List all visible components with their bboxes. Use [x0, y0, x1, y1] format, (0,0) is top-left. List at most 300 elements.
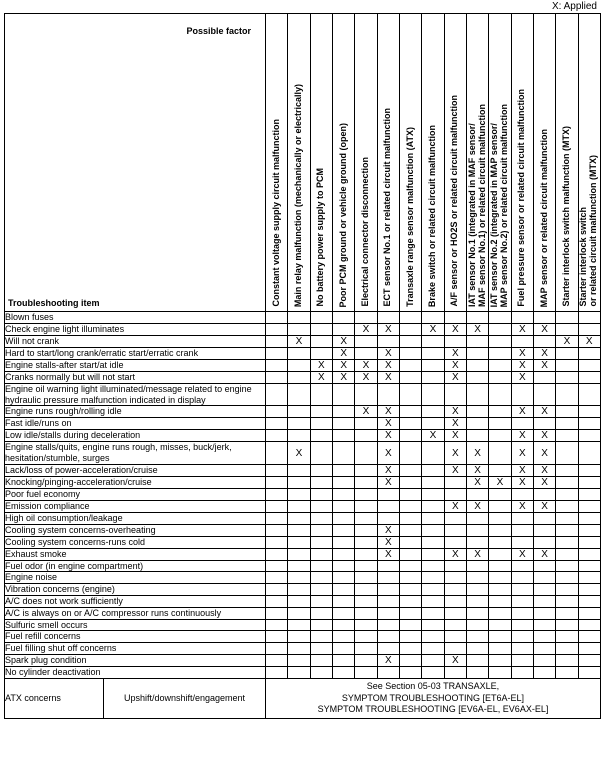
factor-cell: [466, 430, 488, 442]
factor-cell: [533, 607, 555, 619]
table-row: [5, 359, 601, 371]
factor-cell: [422, 476, 444, 488]
atx-subitem: Upshift/downshift/engagement: [104, 678, 266, 718]
factor-cell: X: [466, 548, 488, 560]
table-row: [5, 595, 601, 607]
factor-cell: [466, 631, 488, 643]
factor-label: Fuel pressure sensor or related circuit malfunction: [516, 89, 527, 307]
factor-cell: [288, 631, 310, 643]
factor-cell: [556, 476, 578, 488]
factor-cell: [533, 418, 555, 430]
factor-cell: [578, 488, 600, 500]
factor-cell: [355, 335, 377, 347]
factor-cell: [288, 430, 310, 442]
factor-cell: [466, 406, 488, 418]
factor-cell: [377, 666, 399, 678]
factor-cell: [288, 584, 310, 596]
factor-cell: [444, 595, 466, 607]
factor-cell: [399, 619, 421, 631]
factor-cell: X: [511, 359, 533, 371]
factor-cell: [466, 524, 488, 536]
troubleshooting-item: Engine runs rough/rolling idle: [5, 406, 266, 418]
factor-cell: [466, 512, 488, 524]
factor-cell: [355, 512, 377, 524]
table-row: [5, 536, 601, 548]
factor-cell: [266, 464, 288, 476]
factor-cell: [288, 654, 310, 666]
factor-cell: [511, 335, 533, 347]
factor-cell: X: [444, 418, 466, 430]
troubleshooting-item: Hard to start/long crank/erratic start/erratic crank: [5, 347, 266, 359]
factor-cell: [556, 572, 578, 584]
factor-cell: [444, 536, 466, 548]
factor-cell: [489, 560, 511, 572]
factor-cell: [288, 512, 310, 524]
factor-cell: [310, 536, 332, 548]
factor-cell: [556, 347, 578, 359]
factor-cell: [578, 359, 600, 371]
factor-cell: [422, 418, 444, 430]
factor-label: Electrical connector disconnection: [360, 157, 371, 307]
factor-cell: [556, 536, 578, 548]
factor-cell: X: [578, 335, 600, 347]
factor-cell: [422, 335, 444, 347]
factor-cell: [332, 430, 354, 442]
factor-cell: [556, 488, 578, 500]
factor-cell: X: [377, 442, 399, 465]
factor-cell: [489, 595, 511, 607]
factor-cell: [266, 607, 288, 619]
factor-cell: [355, 476, 377, 488]
factor-cell: [511, 383, 533, 406]
factor-cell: [399, 607, 421, 619]
factor-cell: X: [511, 347, 533, 359]
factor-cell: [578, 347, 600, 359]
factor-cell: [399, 536, 421, 548]
factor-cell: [310, 383, 332, 406]
factor-cell: [288, 418, 310, 430]
factor-cell: [578, 323, 600, 335]
factor-cell: [332, 442, 354, 465]
factor-cell: [466, 312, 488, 324]
factor-cell: [355, 430, 377, 442]
factor-cell: [310, 418, 332, 430]
factor-cell: [511, 631, 533, 643]
factor-cell: [444, 607, 466, 619]
factor-cell: [399, 631, 421, 643]
factor-cell: [556, 584, 578, 596]
factor-cell: [266, 323, 288, 335]
factor-cell: [377, 560, 399, 572]
factor-cell: X: [444, 347, 466, 359]
factor-cell: X: [533, 476, 555, 488]
factor-cell: [399, 595, 421, 607]
factor-cell: [556, 560, 578, 572]
factor-cell: [489, 548, 511, 560]
factor-cell: [355, 442, 377, 465]
factor-cell: [399, 512, 421, 524]
table-row: [5, 666, 601, 678]
factor-cell: X: [377, 430, 399, 442]
troubleshooting-item: Cranks normally but will not start: [5, 371, 266, 383]
factor-cell: [310, 323, 332, 335]
factor-cell: [288, 464, 310, 476]
troubleshooting-item: No cylinder deactivation: [5, 666, 266, 678]
factor-label: MAP sensor or related circuit malfunction: [538, 128, 549, 307]
factor-cell: [288, 595, 310, 607]
factor-cell: X: [332, 335, 354, 347]
factor-cell: X: [377, 347, 399, 359]
factor-cell: [310, 584, 332, 596]
factor-cell: [288, 383, 310, 406]
factor-cell: [266, 312, 288, 324]
factor-cell: [288, 572, 310, 584]
factor-cell: [355, 631, 377, 643]
factor-cell: [489, 584, 511, 596]
factor-cell: [399, 406, 421, 418]
troubleshooting-item: Will not crank: [5, 335, 266, 347]
factor-cell: [466, 654, 488, 666]
factor-cell: X: [466, 476, 488, 488]
factor-cell: [355, 666, 377, 678]
factor-cell: [332, 643, 354, 655]
factor-cell: [422, 631, 444, 643]
troubleshooting-item: Emission compliance: [5, 500, 266, 512]
factor-cell: [578, 418, 600, 430]
factor-cell: X: [377, 371, 399, 383]
factor-cell: [266, 666, 288, 678]
factor-cell: X: [444, 500, 466, 512]
factor-cell: [533, 335, 555, 347]
factor-cell: [266, 488, 288, 500]
factor-cell: X: [332, 359, 354, 371]
factor-label: ECT sensor No.1 or related circuit malfunction: [382, 108, 393, 307]
factor-cell: [355, 643, 377, 655]
factor-cell: [399, 572, 421, 584]
factor-cell: [556, 418, 578, 430]
factor-cell: [511, 643, 533, 655]
factor-cell: [556, 406, 578, 418]
factor-cell: X: [466, 464, 488, 476]
factor-cell: [266, 500, 288, 512]
factor-header: [489, 14, 511, 312]
factor-cell: [422, 536, 444, 548]
possible-factor-label: Possible factor: [186, 26, 251, 36]
factor-cell: [399, 371, 421, 383]
factor-cell: [578, 607, 600, 619]
factor-cell: [511, 488, 533, 500]
factor-header: [266, 14, 288, 312]
factor-cell: [310, 500, 332, 512]
factor-cell: [511, 619, 533, 631]
factor-cell: [466, 619, 488, 631]
factor-cell: [266, 418, 288, 430]
factor-cell: [422, 560, 444, 572]
factor-cell: X: [466, 323, 488, 335]
factor-cell: [578, 512, 600, 524]
factor-cell: [399, 383, 421, 406]
factor-cell: [422, 359, 444, 371]
factor-cell: [444, 560, 466, 572]
factor-cell: X: [377, 654, 399, 666]
factor-cell: [332, 548, 354, 560]
factor-cell: [466, 371, 488, 383]
factor-cell: [288, 619, 310, 631]
factor-cell: [355, 464, 377, 476]
factor-label: Starter interlock switch malfunction (MTX): [560, 126, 571, 307]
factor-cell: [377, 512, 399, 524]
factor-cell: [489, 335, 511, 347]
factor-cell: X: [377, 524, 399, 536]
factor-cell: [332, 323, 354, 335]
factor-header: [399, 14, 421, 312]
factor-cell: [533, 524, 555, 536]
factor-cell: [556, 430, 578, 442]
factor-cell: [578, 619, 600, 631]
factor-cell: [266, 584, 288, 596]
factor-cell: [422, 643, 444, 655]
factor-cell: [422, 607, 444, 619]
factor-cell: [310, 430, 332, 442]
factor-label: No battery power supply to PCM: [315, 168, 326, 307]
factor-cell: [377, 335, 399, 347]
table-row: [5, 371, 601, 383]
factor-cell: [489, 406, 511, 418]
factor-cell: [355, 584, 377, 596]
factor-cell: X: [288, 442, 310, 465]
factor-cell: [266, 524, 288, 536]
factor-cell: [556, 464, 578, 476]
factor-cell: [377, 500, 399, 512]
factor-cell: X: [377, 418, 399, 430]
factor-cell: X: [444, 430, 466, 442]
factor-cell: [399, 464, 421, 476]
factor-cell: [533, 595, 555, 607]
factor-cell: [377, 643, 399, 655]
factor-cell: [489, 312, 511, 324]
factor-cell: [332, 572, 354, 584]
factor-cell: [288, 406, 310, 418]
factor-cell: [399, 418, 421, 430]
factor-cell: [578, 548, 600, 560]
factor-cell: X: [511, 464, 533, 476]
factor-cell: [533, 619, 555, 631]
factor-cell: [444, 631, 466, 643]
factor-cell: X: [355, 371, 377, 383]
factor-cell: [556, 442, 578, 465]
factor-cell: [578, 654, 600, 666]
factor-cell: [466, 560, 488, 572]
factor-cell: [288, 607, 310, 619]
factor-cell: X: [377, 359, 399, 371]
factor-cell: [310, 512, 332, 524]
table-row: [5, 406, 601, 418]
atx-reference: [266, 678, 601, 718]
factor-cell: [489, 383, 511, 406]
factor-cell: [489, 464, 511, 476]
factor-cell: [511, 536, 533, 548]
factor-cell: [266, 406, 288, 418]
factor-cell: [466, 335, 488, 347]
factor-cell: [377, 631, 399, 643]
factor-cell: [444, 643, 466, 655]
factor-cell: [266, 560, 288, 572]
troubleshooting-item: Engine noise: [5, 572, 266, 584]
factor-cell: X: [511, 323, 533, 335]
factor-cell: X: [444, 323, 466, 335]
factor-cell: [310, 442, 332, 465]
factor-cell: X: [377, 464, 399, 476]
factor-cell: [489, 666, 511, 678]
factor-cell: [332, 406, 354, 418]
factor-cell: [399, 323, 421, 335]
factor-cell: [310, 654, 332, 666]
factor-cell: [355, 488, 377, 500]
factor-cell: [310, 476, 332, 488]
factor-cell: [288, 666, 310, 678]
table-row: [5, 335, 601, 347]
table-row: [5, 548, 601, 560]
factor-cell: X: [422, 323, 444, 335]
factor-cell: [332, 383, 354, 406]
factor-cell: [422, 584, 444, 596]
factor-cell: [489, 654, 511, 666]
table-row: [5, 347, 601, 359]
factor-cell: [578, 666, 600, 678]
factor-cell: [556, 500, 578, 512]
factor-cell: X: [511, 476, 533, 488]
table-row: [5, 476, 601, 488]
troubleshooting-matrix: [4, 13, 601, 719]
factor-header: [533, 14, 555, 312]
table-row: [5, 500, 601, 512]
factor-cell: [288, 560, 310, 572]
factor-cell: [332, 666, 354, 678]
factor-cell: [355, 536, 377, 548]
factor-cell: [399, 500, 421, 512]
table-row: [5, 607, 601, 619]
factor-cell: [533, 312, 555, 324]
factor-cell: [288, 359, 310, 371]
factor-cell: [511, 572, 533, 584]
factor-cell: [266, 347, 288, 359]
troubleshooting-item: Engine oil warning light illuminated/message related to engine hydraulic pressure malfunction indicated in display: [5, 383, 266, 406]
table-row: [5, 312, 601, 324]
factor-cell: [466, 643, 488, 655]
factor-cell: [288, 371, 310, 383]
factor-cell: [511, 595, 533, 607]
factor-header: [310, 14, 332, 312]
atx-row: [5, 678, 601, 718]
factor-cell: X: [511, 371, 533, 383]
factor-header: [511, 14, 533, 312]
factor-cell: [332, 584, 354, 596]
factor-cell: [377, 607, 399, 619]
factor-cell: [422, 524, 444, 536]
factor-cell: [466, 607, 488, 619]
factor-header: [578, 14, 600, 312]
factor-label: IAT sensor No.2 (integrated in MAP sensor/ MAP sensor No.2) or related circuit malfunction: [489, 103, 509, 307]
factor-cell: X: [444, 442, 466, 465]
factor-cell: [489, 572, 511, 584]
factor-cell: [578, 476, 600, 488]
factor-cell: [288, 323, 310, 335]
factor-cell: X: [533, 500, 555, 512]
factor-cell: [489, 488, 511, 500]
factor-cell: [556, 359, 578, 371]
atx-reference-line: See Section 05-03 TRANSAXLE,: [366, 681, 500, 692]
factor-cell: [466, 595, 488, 607]
factor-cell: [332, 654, 354, 666]
table-row: [5, 418, 601, 430]
factor-cell: [310, 643, 332, 655]
factor-cell: [266, 643, 288, 655]
factor-cell: [266, 512, 288, 524]
factor-cell: [533, 643, 555, 655]
table-row: [5, 619, 601, 631]
factor-cell: X: [556, 335, 578, 347]
factor-cell: [310, 406, 332, 418]
troubleshooting-item: High oil consumption/leakage: [5, 512, 266, 524]
factor-cell: [399, 312, 421, 324]
table-row: [5, 323, 601, 335]
factor-cell: [489, 643, 511, 655]
table-row: [5, 560, 601, 572]
factor-cell: [466, 347, 488, 359]
factor-cell: [466, 488, 488, 500]
factor-header: [332, 14, 354, 312]
factor-cell: [578, 572, 600, 584]
factor-cell: X: [377, 323, 399, 335]
factor-cell: [578, 430, 600, 442]
table-row: [5, 643, 601, 655]
factor-cell: [399, 548, 421, 560]
factor-cell: [556, 607, 578, 619]
factor-cell: [355, 347, 377, 359]
factor-cell: X: [444, 371, 466, 383]
legend-applied: X: Applied: [551, 1, 597, 12]
factor-cell: [332, 524, 354, 536]
factor-cell: [489, 619, 511, 631]
factor-cell: [332, 560, 354, 572]
factor-cell: [578, 406, 600, 418]
troubleshooting-item: Fast idle/runs on: [5, 418, 266, 430]
factor-cell: [399, 654, 421, 666]
factor-cell: X: [377, 548, 399, 560]
factor-cell: [399, 524, 421, 536]
factor-cell: [466, 536, 488, 548]
factor-cell: X: [533, 347, 555, 359]
factor-cell: [266, 371, 288, 383]
factor-cell: [377, 572, 399, 584]
factor-label: Transaxle range sensor malfunction (ATX): [404, 127, 415, 307]
factor-cell: [489, 500, 511, 512]
troubleshooting-item: Cooling system concerns-overheating: [5, 524, 266, 536]
factor-cell: [444, 335, 466, 347]
factor-cell: X: [444, 654, 466, 666]
factor-cell: X: [355, 323, 377, 335]
factor-cell: X: [288, 335, 310, 347]
factor-label: Starter interlock switch or related circuit malfunction (MTX): [578, 155, 599, 307]
factor-cell: [399, 643, 421, 655]
factor-cell: [556, 323, 578, 335]
factor-cell: [422, 595, 444, 607]
factor-cell: [332, 607, 354, 619]
factor-cell: [399, 476, 421, 488]
factor-cell: [578, 643, 600, 655]
troubleshooting-item: Fuel refill concerns: [5, 631, 266, 643]
factor-cell: X: [444, 406, 466, 418]
